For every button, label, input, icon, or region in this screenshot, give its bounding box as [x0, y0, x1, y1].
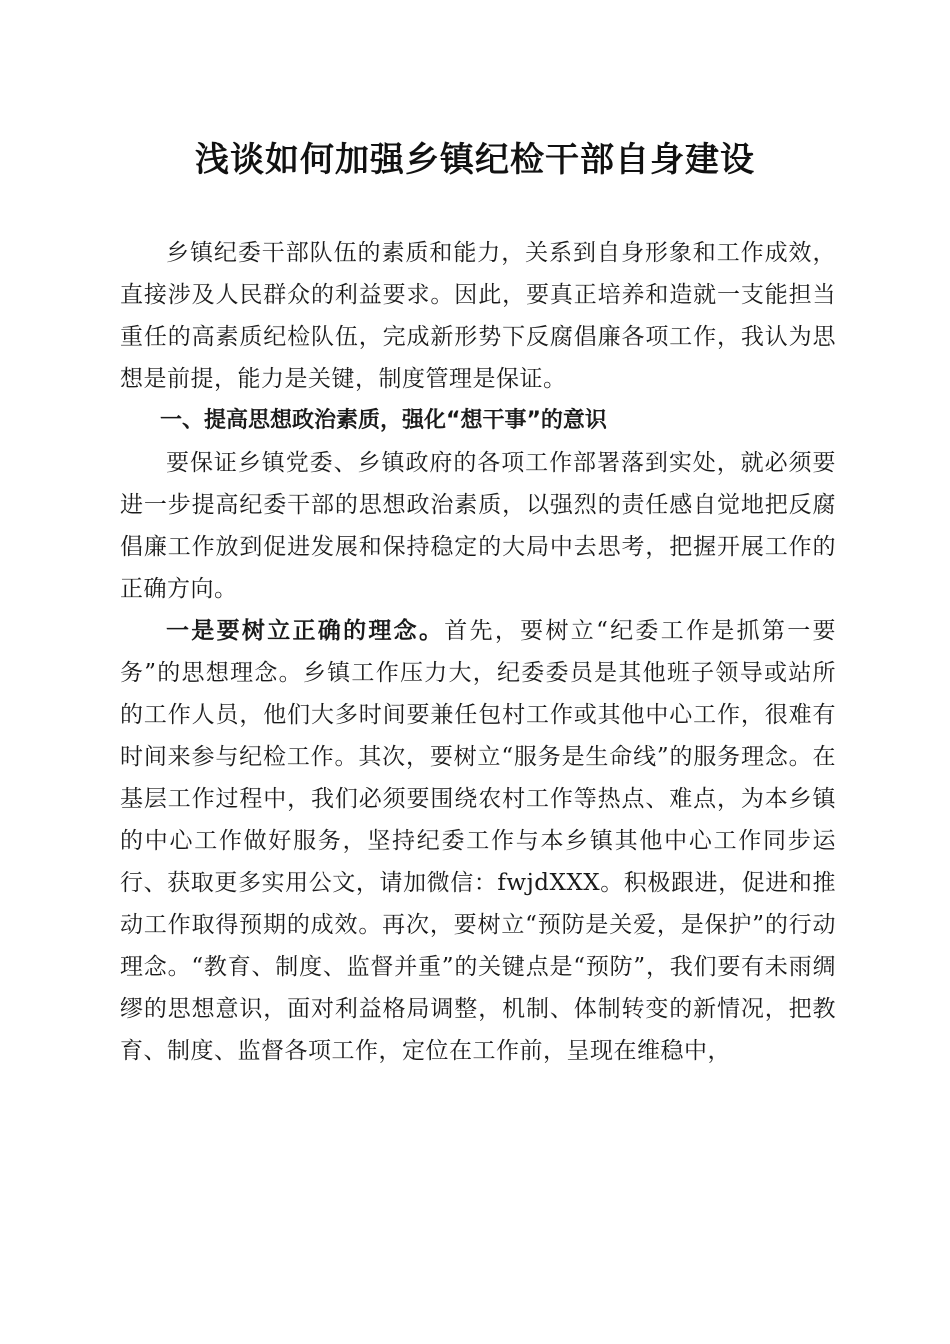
section-1-heading: 一、提高思想政治素质，强化“想干事”的意识	[160, 408, 607, 433]
section-1-paragraph: 要保证乡镇党委、乡镇政府的各项工作部署落到实处，就必须要进一步提高纪委干部的思想政治素质，以强烈的责任感自觉地把反腐倡廉工作放到促进发展和保持稳定的大局中去思考，把握开展工作的正确方向。	[120, 450, 836, 602]
point-1-lead: 一是要树立正确的理念。	[166, 617, 445, 644]
document-body	[120, 232, 836, 1072]
point-1-paragraph	[120, 610, 836, 1072]
document-title: 浅谈如何加强乡镇纪检干部自身建设	[195, 140, 755, 180]
point-1-text: 首先，要树立“纪委工作是抓第一要务”的思想理念。乡镇工作压力大，纪委委员是其他班子领导或站所的工作人员，他们大多时间要兼任包村工作或其他中心工作，很难有时间来参与纪检工作。其次，要树立“服务是生命线”的服务理念。在基层工作过程中，我们必须要围绕农村工作等热点、难点，为本乡镇的中心工作做好服务，坚持纪委工作与本乡镇其他中心工作同步运行、获取更多实用公文，请加微信：fwjdXXX。积极跟进，促进和推动工作取得预期的成效。再次，要树立“预防是关爱，是保护”的行动理念。“教育、制度、监督并重”的关键点是“预防”，我们要有未雨绸缪的思想意识，面对利益格局调整，机制、体制转变的新情况，把教育、制度、监督各项工作，定位在工作前，呈现在维稳中，	[120, 618, 837, 1064]
intro-paragraph: 乡镇纪委干部队伍的素质和能力，关系到自身形象和工作成效，直接涉及人民群众的利益要求。因此，要真正培养和造就一支能担当重任的高素质纪检队伍，完成新形势下反腐倡廉各项工作，我认为思想是前提，能力是关键，制度管理是保证。	[120, 240, 836, 392]
